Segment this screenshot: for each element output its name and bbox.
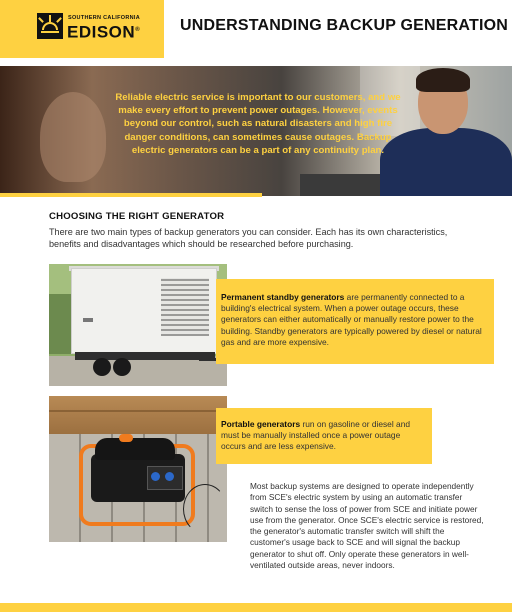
portable-generator-photo: [49, 396, 227, 542]
hero-photo: [0, 66, 512, 196]
logo-tagline: SOUTHERN CALIFORNIA: [68, 15, 141, 21]
standby-generator-photo: [49, 264, 227, 386]
section-heading: CHOOSING THE RIGHT GENERATOR: [49, 211, 225, 222]
logo-block: [0, 0, 164, 58]
standby-title: Permanent standby generators: [221, 292, 345, 302]
portable-body: run on gasoline or diesel and must be manually installed once a power outage occurs and are less expensive.: [221, 419, 411, 452]
logo-registered-mark: ®: [135, 27, 141, 33]
portable-title: Portable generators: [221, 419, 301, 429]
backup-systems-paragraph: Most backup systems are designed to operate independently from SCE's electric system by using an automatic transfer switch to sense the loss of power from SCE and initiate power use from the generator. Once SCE's electric service is restored, the generator's automatic transfer switch will shift the customer's usage back to SCE and will signal the backup generator to shut off. Only operate these generators in well-ventilated outside areas, never indoors.: [250, 481, 484, 571]
footer-accent-bar: [0, 603, 512, 612]
portable-generator-callout: [216, 408, 432, 464]
hero-text: Reliable electric service is important to our customers, and we make every effort to prevent power outages. However, events beyond our control, such as natural disasters and high fire danger conditions, can sometimes cause outages. Backup electric generators can be a part of any continuity plan.: [115, 92, 401, 156]
hero-accent-bar: [0, 193, 262, 197]
standby-body: are permanently connected to a building's electrical system. When a power outage occurs, these generators can either automatically or manually restore power to the building. Standby generators are typically powered by diesel or natural gas and are more expensive.: [221, 292, 482, 347]
logo-wordmark: [67, 21, 140, 42]
intro-paragraph: There are two main types of backup generators you can consider. Each has its own characteristics, benefits and disadvantages which should be researched before purchasing.: [49, 227, 448, 249]
hero-person-left: [40, 92, 106, 182]
standby-generator-callout: [216, 279, 494, 364]
logo-wordmark-text: EDISON: [67, 22, 136, 42]
page-title: UNDERSTANDING BACKUP GENERATION: [180, 17, 508, 34]
sce-sun-logo-icon: [37, 13, 63, 39]
